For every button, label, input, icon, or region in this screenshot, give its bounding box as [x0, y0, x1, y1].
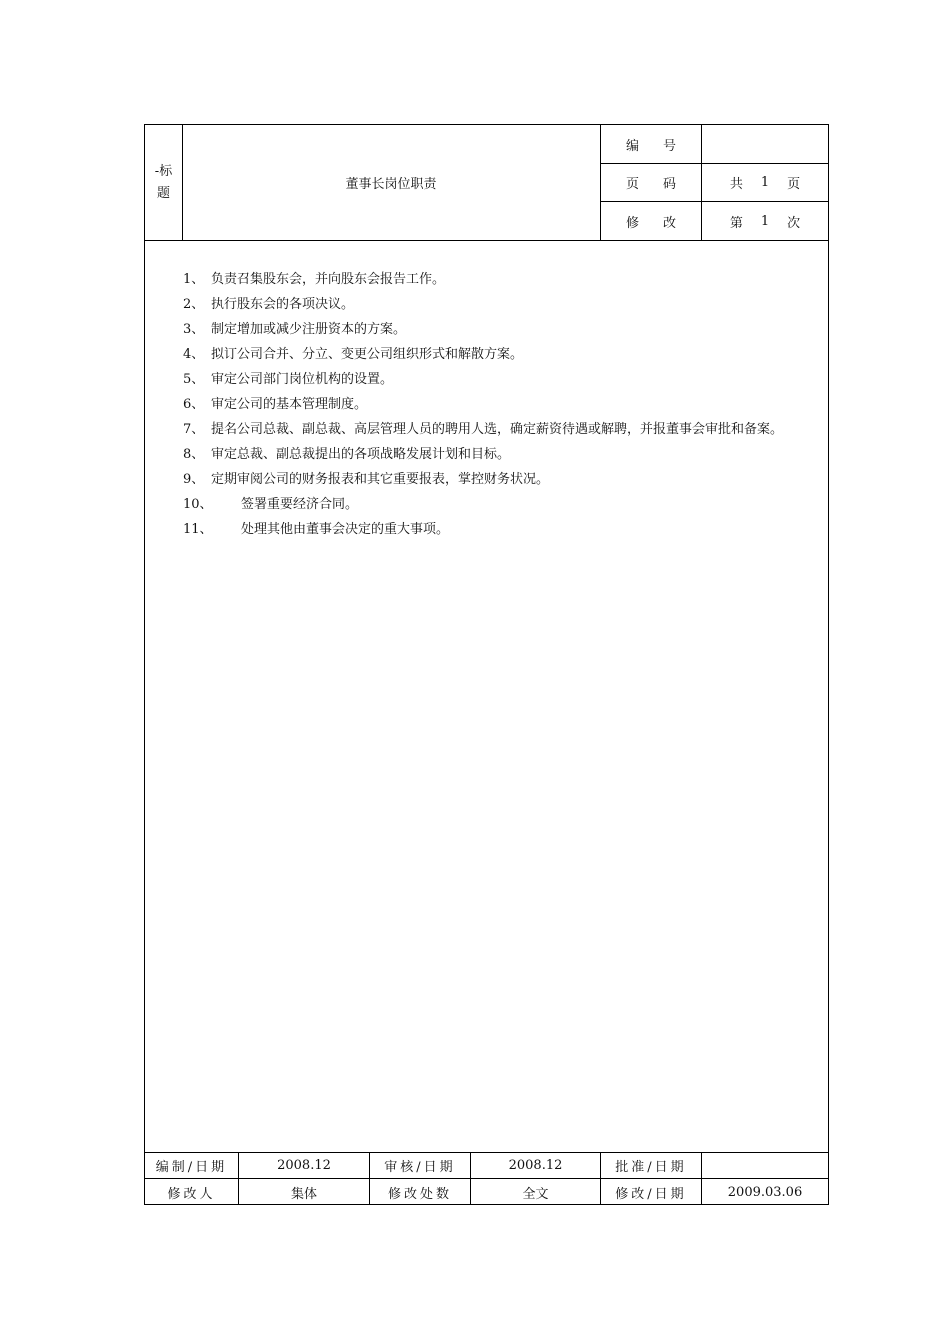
revision-label: 修改: [601, 202, 702, 240]
approval-row-1: [145, 1153, 828, 1179]
title-label-line2: 题: [156, 185, 170, 201]
item-number: 4、: [183, 347, 205, 362]
page-total: 1: [760, 174, 770, 190]
revision-count: 1: [760, 213, 770, 229]
revision-value: [702, 202, 828, 240]
approved-date: [702, 1153, 828, 1178]
list-item: [183, 417, 823, 442]
list-item: [183, 517, 823, 542]
document-title: 董事长岗位职责: [182, 125, 601, 240]
list-item: [183, 492, 823, 517]
item-text: 负责召集股东会，并向股东会报告工作。: [211, 272, 446, 287]
item-number: 1、: [183, 272, 205, 287]
revision-prefix: 第: [729, 215, 743, 231]
modifier-label: 修改人: [145, 1179, 239, 1205]
duties-list: [183, 267, 823, 542]
item-number: 10、: [183, 497, 213, 512]
list-item: [183, 467, 823, 492]
list-item: [183, 367, 823, 392]
title-label-line1: -标: [154, 163, 173, 179]
list-item: [183, 442, 823, 467]
reviewed-label: 审核/日期: [370, 1153, 471, 1178]
approved-label: 批准/日期: [601, 1153, 702, 1178]
header-section: [145, 125, 828, 241]
approval-table: [145, 1152, 828, 1205]
modification-date-value: 2009.03.06: [727, 1184, 803, 1200]
item-text: 执行股东会的各项决议。: [211, 297, 355, 312]
page-prefix: 共: [729, 176, 743, 192]
list-item: [183, 317, 823, 342]
meta-table: [601, 125, 828, 240]
item-text: 审定总裁、副总裁提出的各项战略发展计划和目标。: [211, 447, 511, 462]
meta-row-page: [601, 163, 828, 202]
item-text: 制定增加或减少注册资本的方案。: [211, 322, 407, 337]
item-number: 2、: [183, 297, 205, 312]
title-label-cell: [145, 125, 183, 240]
reviewed-date: 2008.12: [471, 1153, 601, 1178]
modification-date-label: 修改/日期: [601, 1179, 702, 1205]
item-number: 7、: [183, 422, 205, 437]
modification-count-label: 修改处数: [370, 1179, 471, 1205]
revision-suffix: 次: [787, 215, 801, 231]
list-item: [183, 267, 823, 292]
meta-row-number: [601, 125, 828, 164]
item-text: 审定公司部门岗位机构的设置。: [211, 372, 394, 387]
item-text: 拟订公司合并、分立、变更公司组织形式和解散方案。: [211, 347, 524, 362]
list-item: [183, 342, 823, 367]
list-item: [183, 392, 823, 417]
item-number: 5、: [183, 372, 205, 387]
item-number: 11、: [183, 522, 213, 537]
modification-count-value: 全文: [471, 1179, 601, 1205]
prepared-date: 2008.12: [239, 1153, 370, 1178]
item-number: 6、: [183, 397, 205, 412]
item-number: 8、: [183, 447, 205, 462]
page-value: [702, 163, 828, 201]
prepared-label: 编制/日期: [145, 1153, 239, 1178]
item-text: 签署重要经济合同。: [241, 497, 359, 512]
meta-row-revision: [601, 202, 828, 240]
duties-content: [145, 241, 828, 1151]
item-text: 处理其他由董事会决定的重大事项。: [241, 522, 450, 537]
item-number: 9、: [183, 472, 205, 487]
document-form: [144, 124, 829, 1205]
item-text: 提名公司总裁、副总裁、高层管理人员的聘用人选，确定薪资待遇或解聘，并报董事会审批和备案。: [211, 422, 784, 437]
number-label: 编号: [601, 125, 702, 163]
item-number: 3、: [183, 322, 205, 337]
page-suffix: 页: [787, 176, 801, 192]
modifier-value: 集体: [239, 1179, 370, 1205]
number-value: [702, 125, 828, 163]
list-item: [183, 292, 823, 317]
page-label: 页码: [601, 163, 702, 201]
approval-row-2: [145, 1179, 828, 1205]
item-text: 审定公司的基本管理制度。: [211, 397, 368, 412]
item-text: 定期审阅公司的财务报表和其它重要报表，掌控财务状况。: [211, 472, 550, 487]
